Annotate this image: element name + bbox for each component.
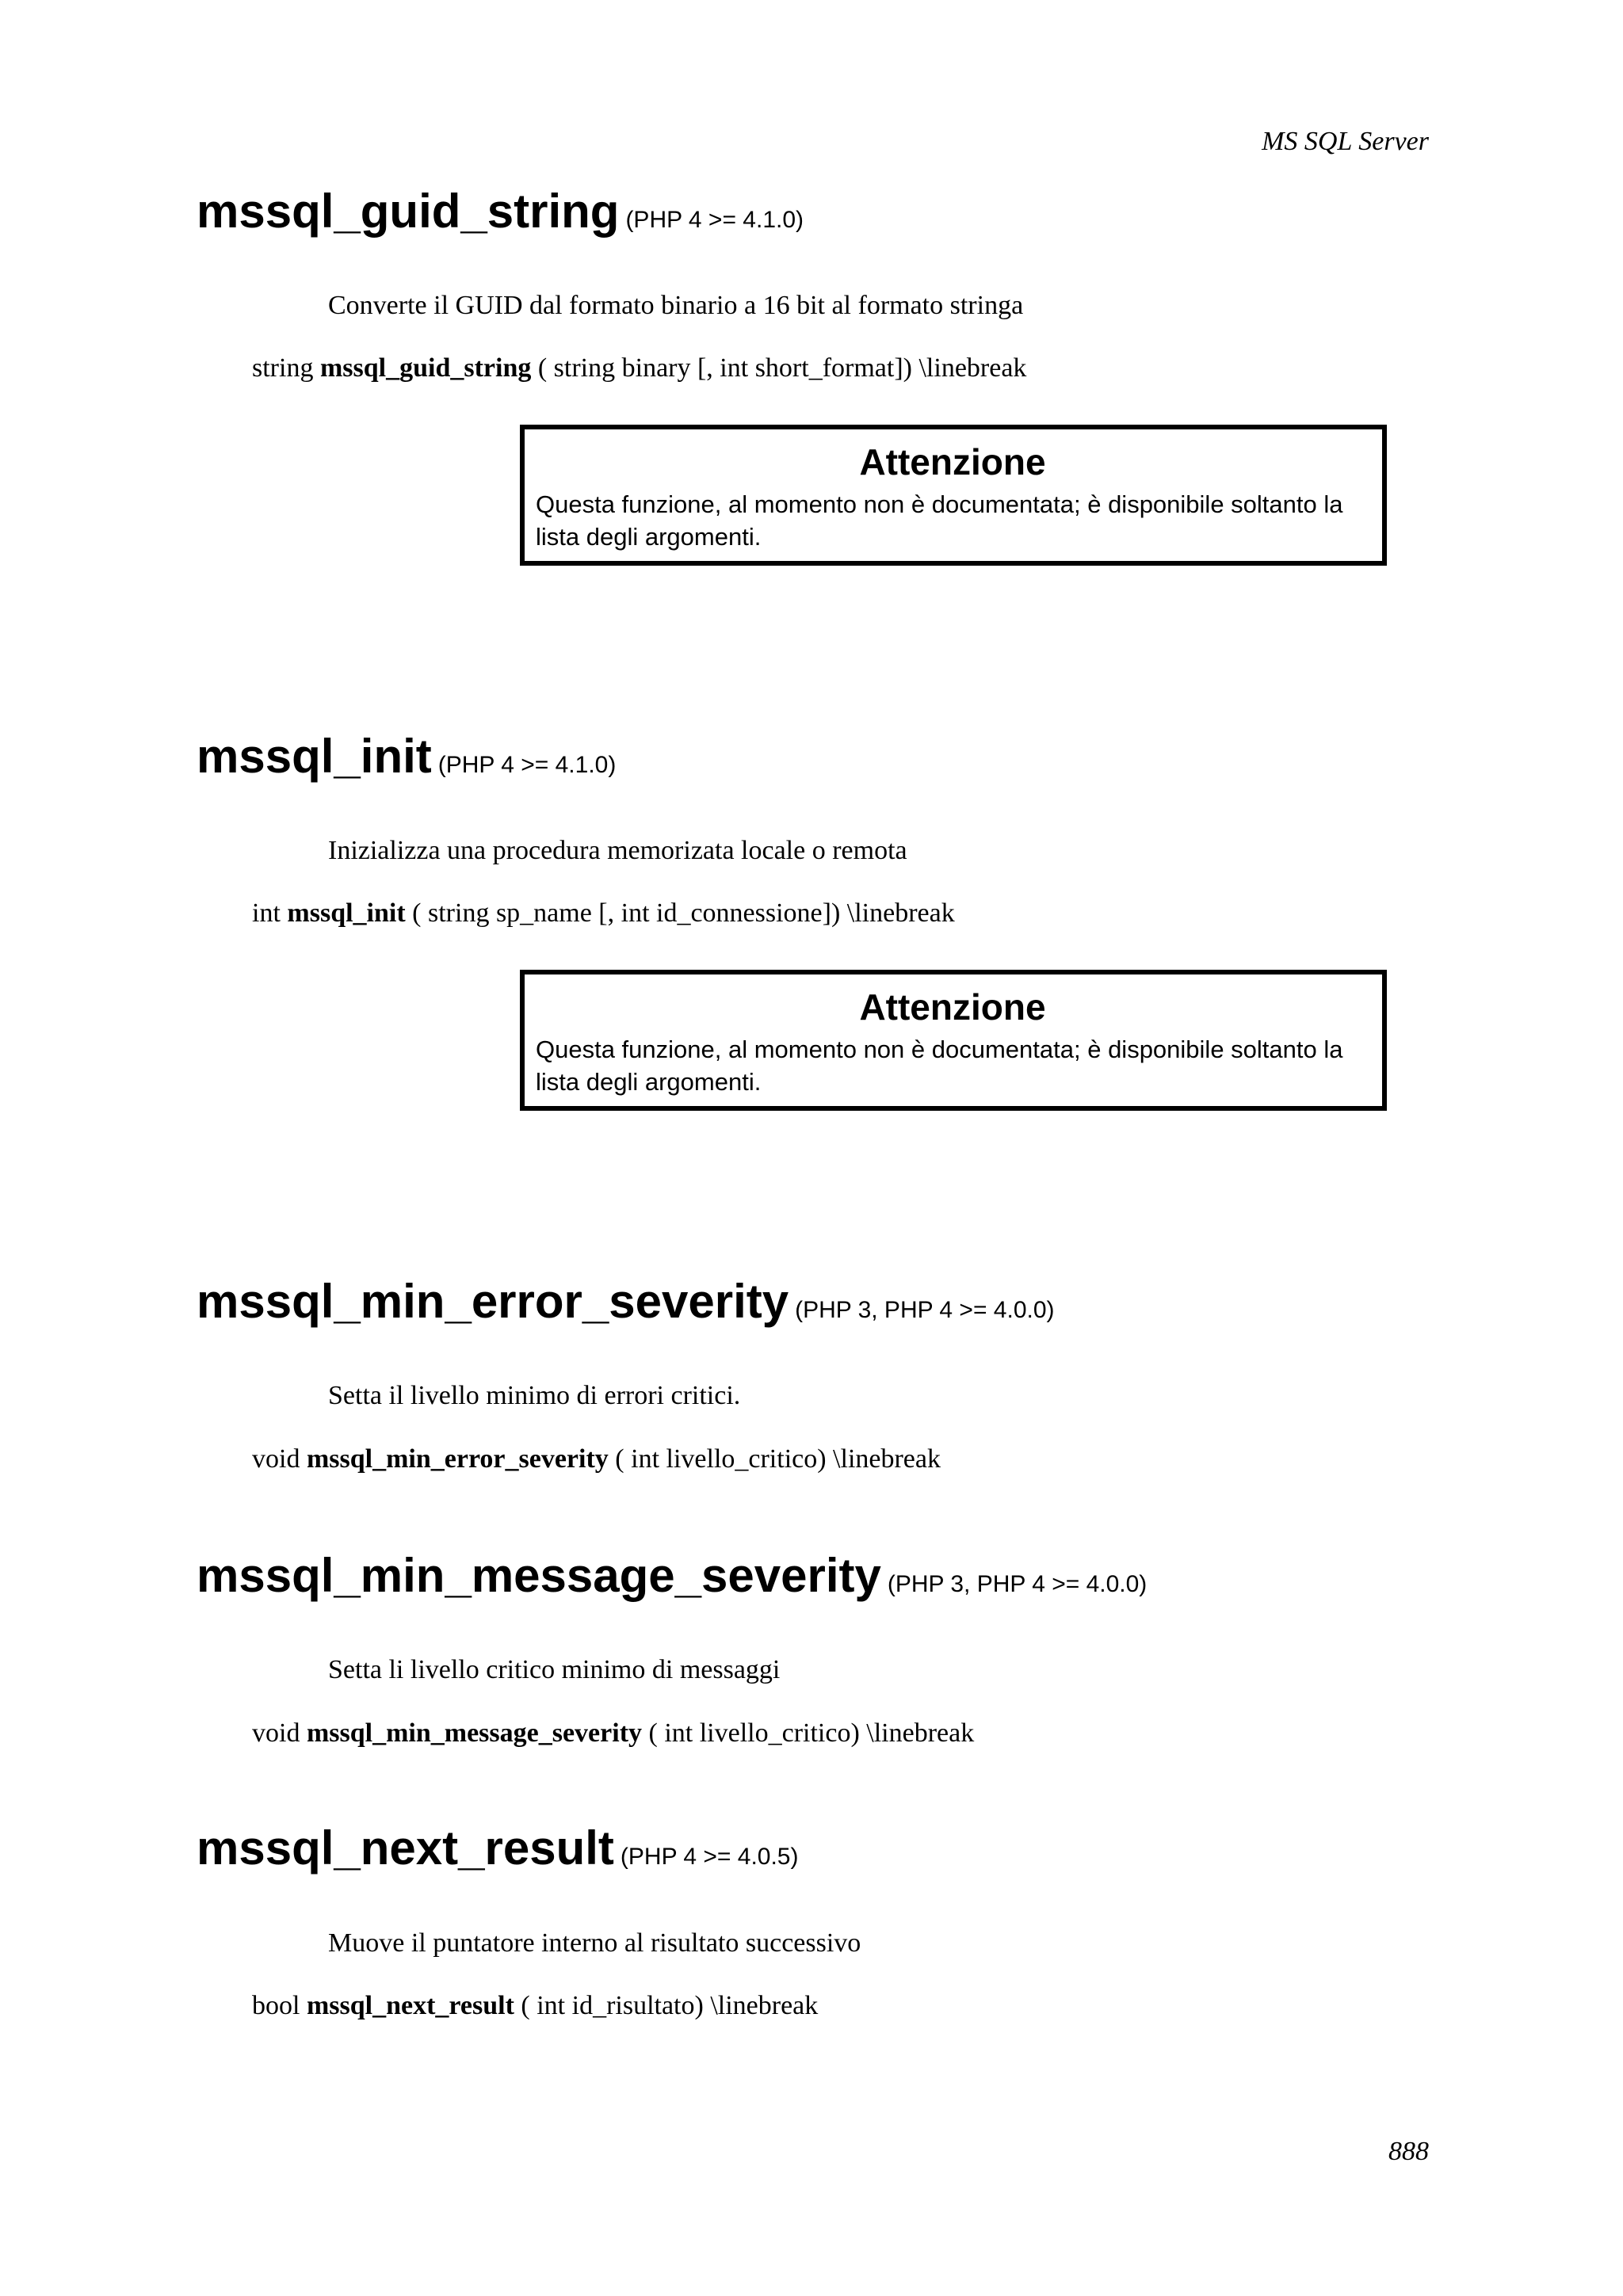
synopsis-function-name: mssql_guid_string xyxy=(319,353,532,383)
function-entry xyxy=(197,1548,1433,1770)
function-synopsis xyxy=(252,1444,941,1475)
warning-text: Questa funzione, al momento non è documentata; è disponibile soltanto la lista degli argomenti. xyxy=(536,490,1343,551)
function-heading xyxy=(197,729,1433,793)
php-version: (PHP 4 >= 4.1.0) xyxy=(437,752,617,778)
synopsis-function-name: mssql_next_result xyxy=(306,1991,514,2020)
synopsis-parameters: ( int livello_critico) \linebreak xyxy=(608,1444,941,1474)
function-heading xyxy=(197,1821,1433,1885)
function-purpose: Converte il GUID dal formato binario a 16 bit al formato stringa xyxy=(328,291,1024,320)
function-name: mssql_next_result xyxy=(197,1821,614,1875)
return-type: int xyxy=(252,898,281,928)
synopsis-parameters: ( string sp_name [, int id_connessione]) \linebreak xyxy=(405,898,955,928)
function-name: mssql_min_message_severity xyxy=(197,1549,881,1602)
synopsis-function-name: mssql_min_error_severity xyxy=(306,1444,609,1474)
function-entry xyxy=(197,1821,1433,2042)
page-number: 888 xyxy=(1388,2137,1429,2166)
running-header: MS SQL Server xyxy=(1262,127,1429,156)
function-synopsis xyxy=(252,1718,974,1749)
function-purpose: Setta il livello minimo di errori critici. xyxy=(328,1381,741,1410)
return-type: string xyxy=(252,353,314,383)
function-heading xyxy=(197,1548,1433,1612)
function-purpose: Inizializza una procedura memorizata locale o remota xyxy=(328,836,907,865)
function-entry xyxy=(197,729,1433,1141)
synopsis-parameters: ( int livello_critico) \linebreak xyxy=(642,1718,975,1748)
php-version: (PHP 4 >= 4.1.0) xyxy=(625,207,804,233)
return-type: void xyxy=(252,1444,300,1474)
php-version: (PHP 3, PHP 4 >= 4.0.0) xyxy=(887,1571,1148,1597)
php-version: (PHP 4 >= 4.0.5) xyxy=(620,1844,799,1870)
function-synopsis xyxy=(252,1990,818,2022)
synopsis-parameters: ( string binary [, int short_format]) \linebreak xyxy=(531,353,1027,383)
function-purpose: Muove il puntatore interno al risultato successivo xyxy=(328,1928,861,1958)
warning-box xyxy=(520,970,1387,1111)
warning-text: Questa funzione, al momento non è documentata; è disponibile soltanto la lista degli argomenti. xyxy=(536,1035,1343,1096)
function-name: mssql_min_error_severity xyxy=(197,1275,789,1328)
warning-box xyxy=(520,425,1387,566)
warning-title: Attenzione xyxy=(859,441,1046,482)
function-entry xyxy=(197,1274,1433,1496)
function-name: mssql_init xyxy=(197,730,432,783)
function-name: mssql_guid_string xyxy=(197,185,620,238)
function-heading xyxy=(197,184,1433,248)
synopsis-function-name: mssql_min_message_severity xyxy=(306,1718,643,1748)
function-heading xyxy=(197,1274,1433,1338)
function-purpose: Setta li livello critico minimo di messaggi xyxy=(328,1655,781,1684)
function-synopsis xyxy=(252,353,1026,384)
warning-title: Attenzione xyxy=(859,986,1046,1028)
php-version: (PHP 3, PHP 4 >= 4.0.0) xyxy=(795,1297,1055,1323)
return-type: void xyxy=(252,1718,300,1748)
function-entry xyxy=(197,184,1433,596)
return-type: bool xyxy=(252,1991,300,2020)
synopsis-function-name: mssql_init xyxy=(287,898,406,928)
function-synopsis xyxy=(252,898,955,929)
synopsis-parameters: ( int id_risultato) \linebreak xyxy=(514,1991,819,2020)
